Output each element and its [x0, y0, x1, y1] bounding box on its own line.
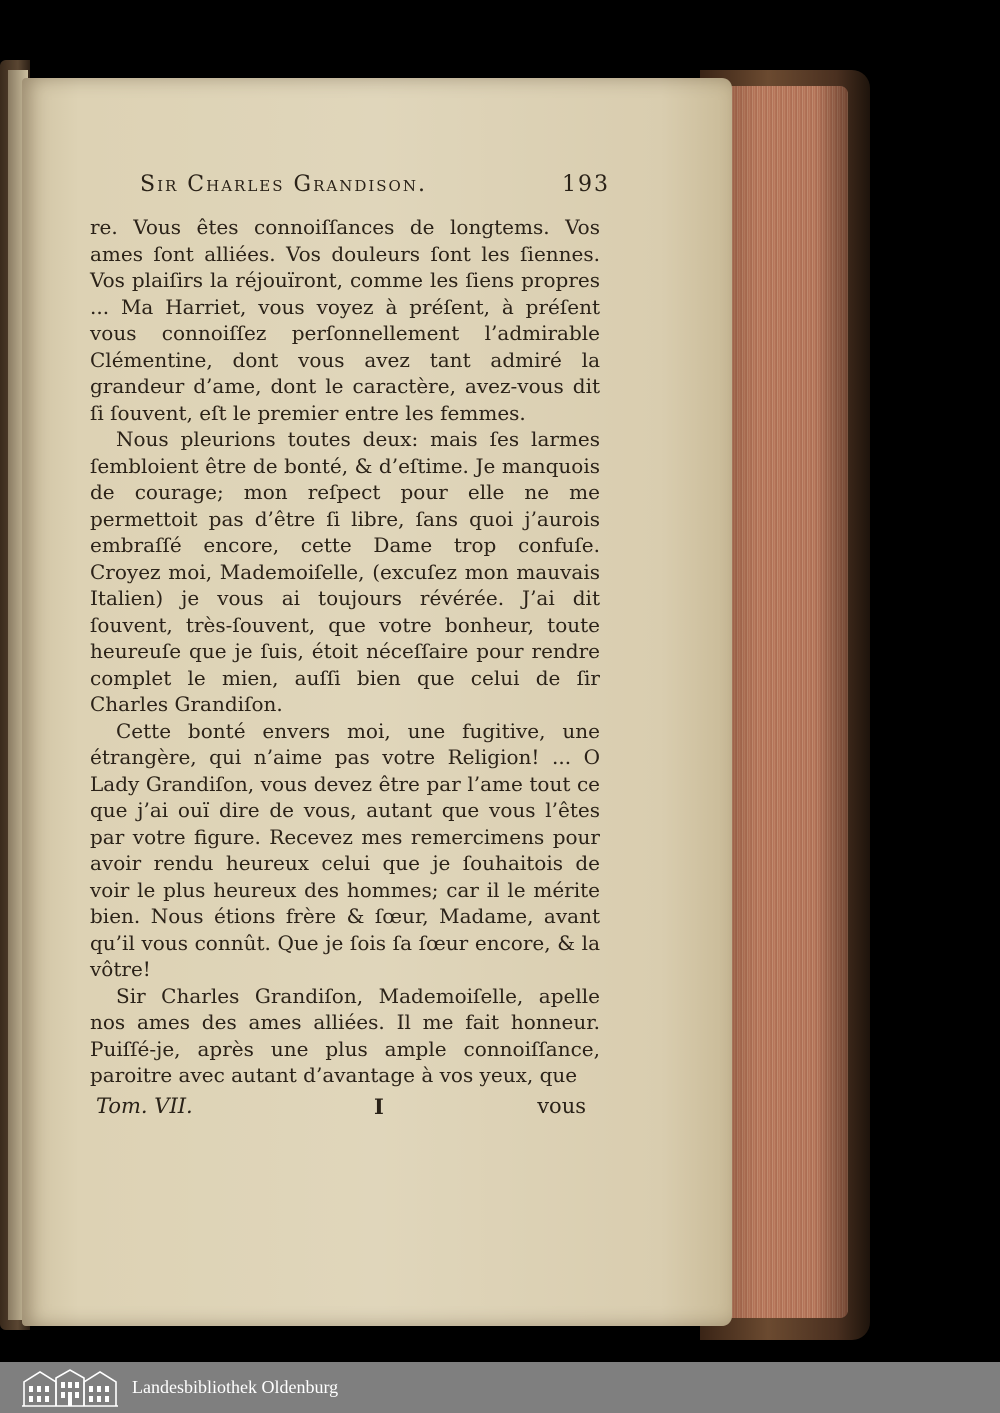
- paragraph-3: Cette bonté envers moi, une fugitive, une étrangère, qui n’aime pas votre Religion! ... O Lady Grandiſon, vous devez être par l’ame tout ce que j’ai ouï dire de vous, autant que vous l’êtes par votre figure. Recevez mes remercimens pour avoir rendu heureux celui que je ſouhaitois de voir le plus heureux des hommes; car il le mérite bien. Nous étions frère & ſœur, Madame, avant qu’il vous connût. Que je ſois ſa ſœur encore, & la vôtre!: [90, 718, 600, 981]
- show-through-text: [240, 1128, 600, 1198]
- library-building-icon: [20, 1368, 120, 1408]
- signature-mark: I: [374, 1094, 384, 1119]
- library-name: Landesbibliothek Oldenburg: [132, 1377, 339, 1397]
- page-header: [140, 168, 610, 208]
- body-text: [90, 214, 600, 1089]
- paragraph-1: re. Vous êtes connoiſſances de longtems. Vos ames ſont alliées. Vos douleurs ſont les ſiennes. Vos plaiſirs la réjouïront, comme les ſiens propres ... Ma Harriet, vous voyez à préſent, à préſent vous connoiſſez perſonnellement l’admirable Clémentine, dont vous avez tant admiré la grandeur d’ame, dont le caractère, avez-vous dit ſi ſouvent, eſt le premier entre les femmes.: [90, 215, 600, 425]
- catchword: vous: [537, 1094, 586, 1118]
- running-title: Sir Charles Grandison.: [140, 172, 427, 197]
- fore-edge-shade: [718, 86, 848, 1318]
- paragraph-4: Sir Charles Grandiſon, Mademoiſelle, apelle nos ames des ames alliées. Il me fait honneur. Puiſſé-je, après une plus ample connoiſſance, paroitre avec autant d’avantage à vos yeux, que: [90, 983, 600, 1087]
- page-footer: [96, 1094, 586, 1124]
- paragraph-2: Nous pleurions toutes deux: mais ſes larmes ſembloient être de bonté, & d’eſtime. Je manquois de courage; mon reſpect pour elle ne me permettoit pas d’être ſi libre, ſans quoi j’aurois embraſſé encore, cette Dame trop confuſe. Croyez moi, Mademoiſelle, (excuſez mon mauvais Italien) je vous ai toujours révérée. J’ai dit ſouvent, très-ſouvent, que votre bonheur, toute heureuſe que je ſuis, étoit néceſſaire pour rendre complet le mien, auſſi bien que celui de ſir Charles Grandiſon.: [90, 427, 600, 716]
- volume-mark: Tom. VII.: [96, 1094, 193, 1118]
- library-footer-bar: [0, 1362, 1000, 1413]
- page-number: 193: [562, 172, 610, 197]
